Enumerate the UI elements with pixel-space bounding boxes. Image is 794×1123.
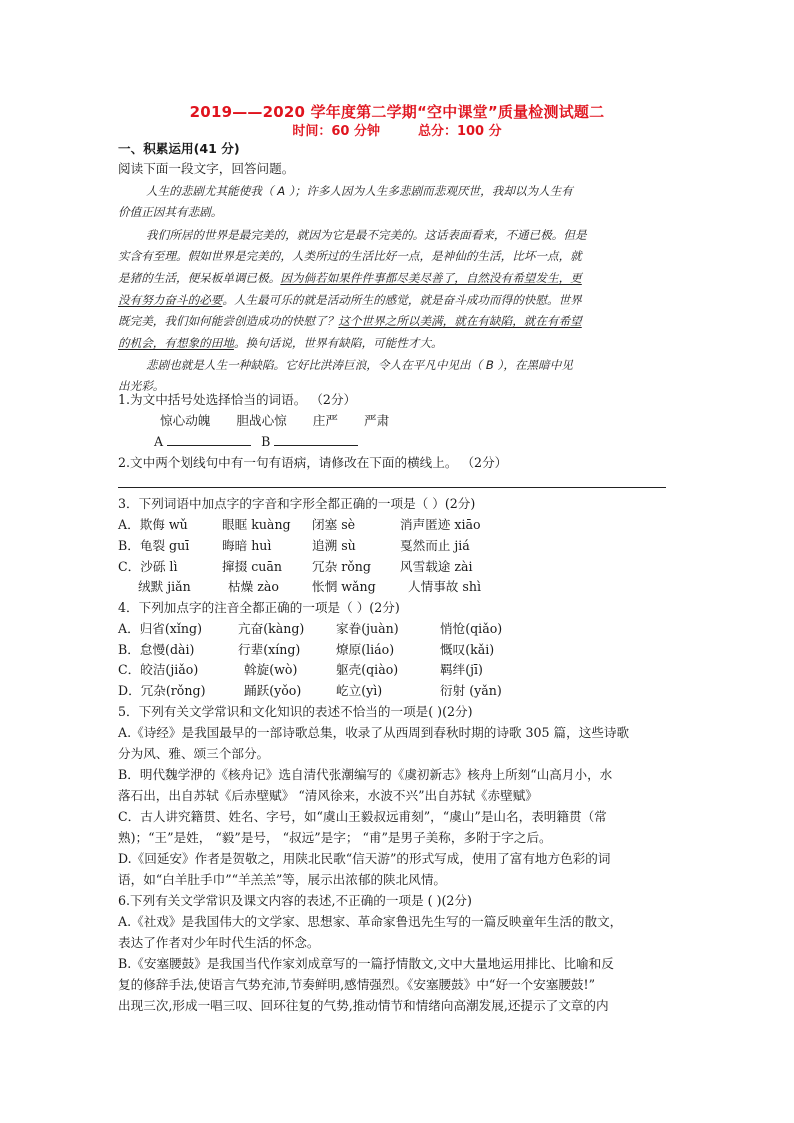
underlined-sentence-2-end: 的机会，有想象的田地 xyxy=(118,336,234,350)
q5-option-a-line2: 分为风、雅、颂三个部分。 xyxy=(118,746,270,761)
question-5: 5．下列有关文学常识和文化知识的表述不恰当的一项是( )(2分) xyxy=(118,704,473,719)
passage-p2-line3: 是猪的生活，便呆板单调已极。因为倘若如果件件事都尽美尽善了，自然没有希望发生，更 xyxy=(118,271,582,285)
total-score: 总分：100 分 xyxy=(417,124,502,139)
word-choice: 庄严 xyxy=(312,413,338,428)
word-choices xyxy=(160,413,411,429)
underlined-sentence-2: 这个世界之所以美满，就在有缺陷，就在有希望 xyxy=(338,314,582,328)
q5-option-d-line1: D.《回延安》作者是贺敬之，用陕北民歌“信天游”的形式写成，使用了富有地方色彩的词 xyxy=(118,851,611,866)
word-choice: 严肃 xyxy=(363,413,390,428)
q4-option-b: B．怠慢(dài) 行辈(xíng) 燎原(liáo) 慨叹(kǎi) xyxy=(118,642,495,657)
reading-instruction: 阅读下面一段文字，回答问题。 xyxy=(118,161,295,176)
exam-title: 2019——2020 学年度第二学期“空中课堂”质量检测试题二 xyxy=(189,103,605,121)
section-heading: 一、积累运用(41 分) xyxy=(118,141,240,156)
question-6: 6.下列有关文学常识及课文内容的表述,不正确的一项是 ( )(2分) xyxy=(118,893,472,908)
q6-option-a-line2: 表达了作者对少年时代生活的怀念。 xyxy=(118,935,320,950)
q5-option-d-line2: 语，如“白羊肚手巾”“羊羔羔”等，展示出浓郁的陕北风情。 xyxy=(118,872,447,887)
time-limit: 时间：60 分钟 xyxy=(292,124,380,139)
passage-p1-line2: 价值正因其有悲剧。 xyxy=(118,205,223,219)
blank-b-field[interactable] xyxy=(274,433,358,446)
q6-option-b-line2: 复的修辞手法,使语言气势充沛,节奏鲜明,感情强烈。《安塞腰鼓》中“好一个安塞腰鼓!” xyxy=(118,977,596,992)
passage-p2-line4: 没有努力奋斗的必要。人生最可乐的就是活动所生的感觉，就是奋斗成功而得的快慰。世界 xyxy=(118,293,582,307)
q5-option-b-line2: 落石出，出自苏轼《后赤壁赋》 “清风徐来，水波不兴”出自苏轼《赤壁赋》 xyxy=(118,788,538,803)
blank-a-field[interactable] xyxy=(167,433,251,446)
q3-option-a: A．欺侮 wǔ 眼眶 kuàng 闭塞 sè 消声匿迹 xiāo xyxy=(118,517,481,532)
exam-subtitle xyxy=(0,120,794,139)
q3-option-c: C．沙砾 lì 撺掇 cuān 冗杂 rǒng 风雪载途 zài xyxy=(118,559,473,574)
blank-a-label: A xyxy=(154,434,164,449)
answer-blanks xyxy=(154,433,364,450)
q6-option-b-line1: B.《安塞腰鼓》是我国当代作家刘成章写的一篇抒情散文,文中大量地运用排比、比喻和反 xyxy=(118,956,614,971)
passage-p2-line1: 我们所居的世界是最完美的，就因为它是最不完美的。这话表面看来，不通已极。但是 xyxy=(146,228,587,242)
question-2: 2.文中两个划线句中有一句有语病，请修改在下面的横线上。 （2分） xyxy=(118,455,508,470)
q5-option-a-line1: A.《诗经》是我国最早的一部诗歌总集，收录了从西周到春秋时期的诗歌 305 篇，这些诗歌 xyxy=(118,725,630,740)
blank-b-label: B xyxy=(261,434,271,449)
q4-option-c: C．皎洁(jiǎo) 斡旋(wò) 躯壳(qiào) 羁绊(jī) xyxy=(118,662,483,677)
q4-option-d: D．冗杂(rǒng) 踊跃(yǒo) 屹立(yì) 衍射 (yǎn) xyxy=(118,683,502,698)
q4-option-a: A．归省(xǐng) 亢奋(kàng) 家眷(juàn) 悄怆(qiǎo) xyxy=(118,621,503,636)
q3-option-b: B．龟裂 guī 晦暗 huì 追溯 sù 戛然而止 jiá xyxy=(118,538,470,553)
passage-p2-line2: 实含有至理。假如世界是完美的，人类所过的生活比好一点，是神仙的生活，比坏一点，就 xyxy=(118,249,582,263)
word-choice: 胆战心惊 xyxy=(236,413,287,428)
q6-option-b-line3: 出现三次,形成一唱三叹、回环往复的气势,推动情节和情绪向高潮发展,还提示了文章的内 xyxy=(118,998,609,1013)
underlined-sentence-1-end: 没有努力奋斗的必要 xyxy=(118,293,223,307)
q6-option-a-line1: A.《社戏》是我国伟大的文学家、思想家、革命家鲁迅先生写的一篇反映童年生活的散文， xyxy=(118,914,623,929)
question-1: 1.为文中括号处选择恰当的词语。 （2分） xyxy=(118,392,357,407)
q5-option-b-line1: B．明代魏学洢的《核舟记》选自清代张潮编写的《虞初新志》核舟上所刻“山高月小，水 xyxy=(118,767,613,782)
q5-option-c-line1: C．古人讲究籍贯、姓名、字号，如“虞山王毅叔远甫刻”，“虞山”是山名，表明籍贯（常 xyxy=(118,809,607,824)
answer-line[interactable] xyxy=(118,487,666,488)
question-4: 4．下列加点字的注音全都正确的一项是（ ）(2分) xyxy=(118,600,400,615)
passage-p1-line1: 人生的悲剧尤其能使我（ A ）；许多人因为人生多悲剧而悲观厌世，我却以为人生有 xyxy=(146,184,573,198)
word-choice: 惊心动魄 xyxy=(160,413,211,428)
passage-p3-line2: 出光彩。 xyxy=(118,379,165,393)
q3-option-d: 绒默 jiǎn 枯燥 zào 怅惘 wǎng 人情事故 shì xyxy=(138,579,481,594)
passage-p2-line5: 既完美，我们如何能尝创造成功的快慰了？这个世界之所以美满，就在有缺陷，就在有希望 xyxy=(118,314,582,328)
underlined-sentence-1: 因为倘若如果件件事都尽美尽善了，自然没有希望发生，更 xyxy=(280,271,582,285)
q5-option-c-line2: 熟)；“王”是姓， “毅”是号， “叔远”是字； “甫”是男子美称，多附于字之后。 xyxy=(118,830,552,845)
passage-p2-line6: 的机会，有想象的田地。换句话说，世界有缺陷，可能性才大。 xyxy=(118,336,443,350)
passage-p3-line1: 悲剧也就是人生一种缺陷。它好比洪涛巨浪，令人在平凡中见出（ B ），在黑暗中见 xyxy=(146,358,573,372)
question-3: 3．下列词语中加点字的字音和字形全都正确的一项是（ ）(2分) xyxy=(118,496,476,511)
